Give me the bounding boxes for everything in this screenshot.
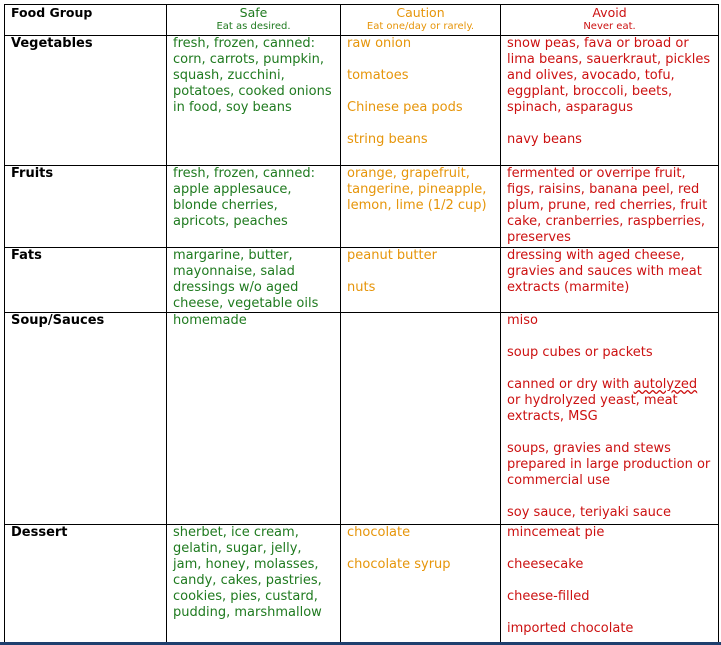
- caution-cell: [341, 248, 501, 313]
- avoid-cell: [501, 248, 719, 313]
- table-row: [5, 248, 719, 313]
- table-row: [5, 166, 719, 248]
- caution-item: string beans: [347, 132, 428, 147]
- spellcheck-underline: autolyzed: [633, 377, 698, 392]
- safe-item: homemade: [173, 313, 247, 328]
- avoid-cell: [501, 313, 719, 525]
- caution-item: chocolate syrup: [347, 557, 451, 572]
- table-row: [5, 36, 719, 166]
- avoid-item: snow peas, fava or broad or lima beans, sauerkraut, pickles and olives, avocado, tofu, eggplant, broccoli, beets, spinach, asparagus: [507, 36, 711, 115]
- caution-item: raw onion: [347, 36, 412, 51]
- avoid-cell: [501, 36, 719, 166]
- food-guide-table: [4, 4, 719, 645]
- food-group-soup-sauces: Soup/Sauces: [5, 313, 167, 525]
- avoid-item: soups, gravies and stews prepared in large production or commercial use: [507, 441, 711, 488]
- avoid-cell: [501, 166, 719, 248]
- table-row: [5, 525, 719, 645]
- safe-cell: [167, 248, 341, 313]
- caution-item: peanut butter: [347, 248, 437, 263]
- safe-header-subtitle: Eat as desired.: [216, 21, 291, 32]
- safe-header-title: Safe: [239, 5, 268, 20]
- caution-cell: [341, 36, 501, 166]
- caution-cell: [341, 525, 501, 645]
- safe-header: [167, 5, 341, 36]
- caution-header-title: Caution: [396, 5, 445, 20]
- caution-item: nuts: [347, 280, 376, 295]
- food-group-header: [5, 5, 167, 36]
- caution-item: tomatoes: [347, 68, 409, 83]
- avoid-item: dressing with aged cheese, gravies and sauces with meat extracts (marmite): [507, 248, 702, 295]
- food-group-header-label: Food Group: [11, 5, 93, 20]
- table-row: [5, 313, 719, 525]
- avoid-item: navy beans: [507, 132, 582, 147]
- avoid-header: [501, 5, 719, 36]
- food-group-vegetables: Vegetables: [5, 36, 167, 166]
- header-row: [5, 5, 719, 36]
- avoid-item: fermented or overripe fruit, figs, raisins, banana peel, red plum, prune, red cherries, fruit cake, cranberries, raspberries, preserves: [507, 166, 708, 245]
- avoid-item: soup cubes or packets: [507, 345, 653, 360]
- avoid-item: mincemeat pie: [507, 525, 605, 540]
- safe-cell: [167, 313, 341, 525]
- avoid-item: cheese-filled: [507, 589, 590, 604]
- safe-item: fresh, frozen, canned: corn, carrots, pumpkin, squash, zucchini, potatoes, cooked onions in food, soy beans: [173, 36, 332, 115]
- safe-item: margarine, butter, mayonnaise, salad dressings w/o aged cheese, vegetable oils: [173, 248, 319, 311]
- caution-item: chocolate: [347, 525, 411, 540]
- safe-cell: [167, 525, 341, 645]
- caution-header-subtitle: Eat one/day or rarely.: [366, 21, 475, 32]
- caution-cell: [341, 166, 501, 248]
- safe-item: fresh, frozen, canned: apple applesauce, blonde cherries, apricots, peaches: [173, 166, 316, 229]
- avoid-item: cheesecake: [507, 557, 584, 572]
- avoid-item: canned or dry with autolyzed or hydrolyzed yeast, meat extracts, MSG: [507, 377, 698, 424]
- avoid-header-subtitle: Never eat.: [583, 21, 636, 32]
- caution-cell: [341, 313, 501, 525]
- food-group-dessert: Dessert: [5, 525, 167, 645]
- safe-cell: [167, 166, 341, 248]
- safe-cell: [167, 36, 341, 166]
- avoid-item: imported chocolate: [507, 621, 634, 636]
- safe-item: sherbet, ice cream, gelatin, sugar, jelly, jam, honey, molasses, candy, cakes, pastries, cookies, pies, custard, pudding, marshmallow: [173, 525, 322, 620]
- caution-item: orange, grapefruit, tangerine, pineapple, lemon, lime (1/2 cup): [347, 166, 487, 213]
- avoid-cell: [501, 525, 719, 645]
- avoid-item: soy sauce, teriyaki sauce: [507, 505, 672, 520]
- avoid-header-title: Avoid: [592, 5, 627, 20]
- avoid-item: miso: [507, 313, 539, 328]
- caution-item: Chinese pea pods: [347, 100, 463, 115]
- food-group-fruits: Fruits: [5, 166, 167, 248]
- food-group-fats: Fats: [5, 248, 167, 313]
- caution-header: [341, 5, 501, 36]
